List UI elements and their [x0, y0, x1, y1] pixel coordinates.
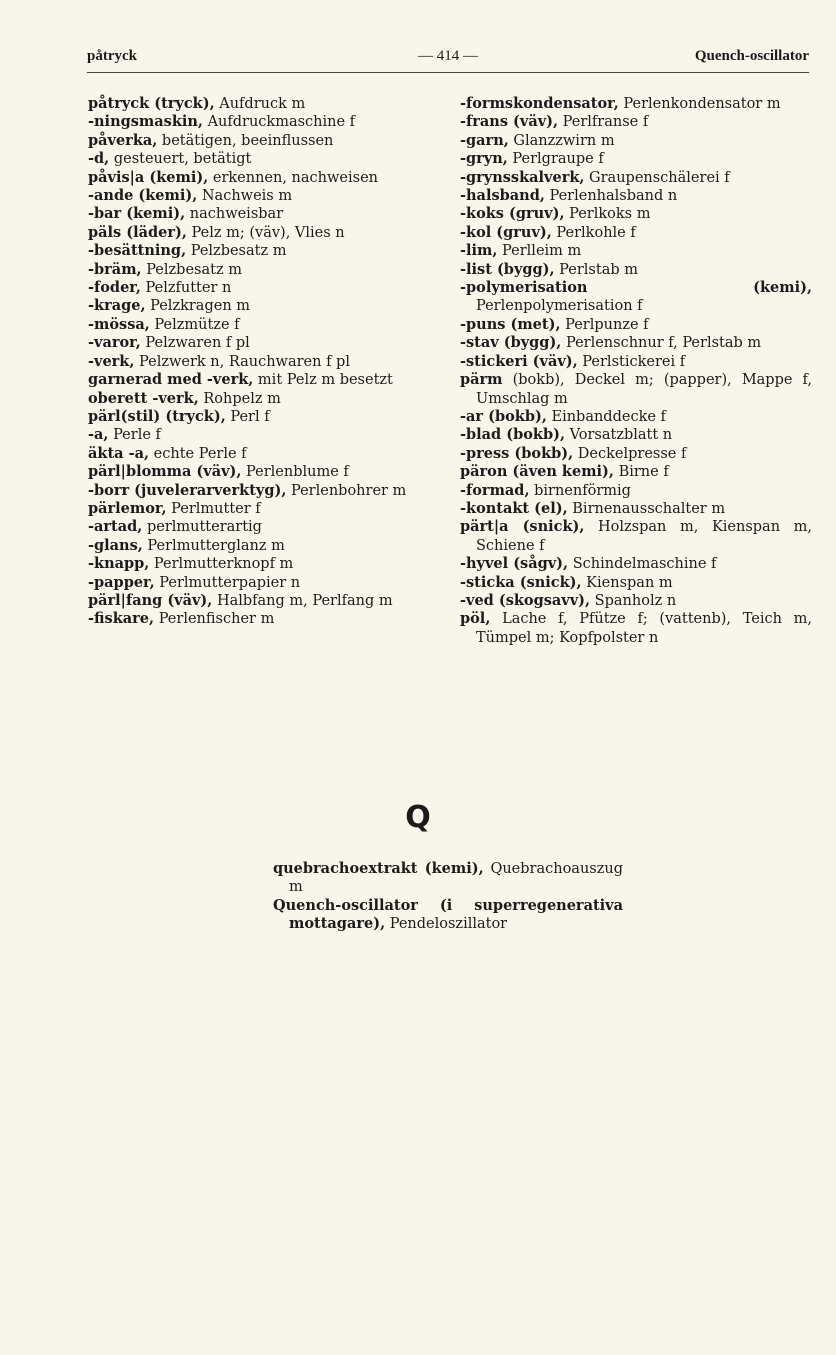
entry-translation: gesteuert, betätigt: [109, 151, 252, 168]
entry-translation: Perlmutterglanz m: [142, 537, 285, 554]
entry-translation: Pelzfutter n: [140, 280, 232, 297]
entry-headword: -koks (gruv),: [460, 205, 565, 223]
entry-headword: -halsband,: [460, 187, 545, 205]
dictionary-entry: [88, 113, 428, 131]
entry-headword: -ved (skogsavv),: [460, 591, 591, 609]
entry-headword: pärl|fang (väv),: [88, 591, 213, 609]
entry-translation: perlmutterartig: [142, 519, 262, 536]
dictionary-entry: [88, 334, 428, 352]
entry-headword: pärlemor,: [88, 499, 167, 517]
entry-translation: Schindelmaschine f: [568, 556, 717, 573]
entry-translation: Perlpunze f: [560, 316, 649, 333]
entry-headword: påvis|a (kemi),: [88, 168, 209, 186]
entry-headword: -artad,: [88, 518, 143, 536]
entry-headword: -polymerisation (kemi),: [460, 279, 812, 297]
entry-headword: -blad (bokb),: [460, 426, 566, 444]
dictionary-entry: [460, 353, 812, 371]
entry-headword: quebrachoextrakt (kemi),: [273, 860, 484, 877]
dictionary-entry: [88, 610, 428, 628]
dictionary-entry: [460, 463, 812, 481]
entry-headword: pärl(stil) (tryck),: [88, 407, 226, 425]
entry-headword: -stav (bygg),: [460, 334, 562, 352]
dictionary-entry: [88, 390, 428, 408]
dictionary-entry: [460, 518, 812, 555]
entry-translation: Pendeloszillator: [385, 916, 508, 933]
dictionary-entry: [88, 187, 428, 205]
entry-translation: Perl f: [225, 408, 270, 425]
entry-headword: -formskondensator,: [460, 95, 619, 112]
entry-translation: echte Perle f: [149, 445, 247, 462]
entry-headword: -verk,: [88, 352, 135, 370]
entry-translation: Aufdruckmaschine f: [202, 114, 356, 131]
dictionary-entry: [460, 408, 812, 426]
entry-headword: -a,: [88, 426, 109, 444]
page-number: — 414 —: [418, 48, 478, 64]
entry-translation: betätigen, beeinflussen: [157, 132, 334, 149]
dictionary-entry: [88, 279, 428, 297]
dictionary-entry: [88, 297, 428, 315]
entry-headword: -puns (met),: [460, 315, 561, 333]
dictionary-entry: [88, 537, 428, 555]
dictionary-entry: [460, 371, 812, 408]
dictionary-entry: [273, 897, 623, 934]
left-column: [88, 95, 428, 629]
entry-headword: -press (bokb),: [460, 444, 574, 462]
dictionary-entry: [88, 205, 428, 223]
dictionary-entry: [460, 187, 812, 205]
entry-headword: påverka,: [88, 131, 158, 149]
dictionary-entry: [88, 592, 428, 610]
running-header: [87, 48, 809, 70]
entry-translation: erkennen, nachweisen: [208, 169, 378, 186]
dictionary-entry: [88, 500, 428, 518]
entry-headword: -gryn,: [460, 150, 508, 168]
entry-headword: -borr (juvelerarverktyg),: [88, 481, 287, 499]
dictionary-entry: [88, 482, 428, 500]
entry-translation: nachweisbar: [185, 206, 284, 223]
dictionary-entry: [88, 408, 428, 426]
entry-translation: Perlstab m: [554, 261, 638, 278]
entry-headword: garnerad med -verk,: [88, 371, 254, 389]
entry-headword: pärm: [460, 371, 503, 389]
dictionary-entry: [460, 205, 812, 223]
entry-translation: Holzspan m, Kienspan m, Schiene f: [476, 519, 812, 554]
entry-headword: -lim,: [460, 242, 498, 260]
entry-headword: -kol (gruv),: [460, 223, 552, 241]
entry-translation: Perlenpolymerisation f: [476, 298, 643, 315]
entry-headword: -bräm,: [88, 260, 142, 278]
section-letter: Q: [405, 800, 431, 835]
entry-headword: -besättning,: [88, 242, 187, 260]
entry-headword: pärt|a (snick),: [460, 518, 585, 536]
entry-headword: -stickeri (väv),: [460, 352, 578, 370]
entry-translation: mit Pelz m besetzt: [253, 372, 393, 389]
entry-translation: Birnenausschalter m: [567, 500, 726, 517]
dictionary-entry: [88, 555, 428, 573]
entry-translation: Spanholz n: [590, 592, 677, 609]
dictionary-entry: [88, 132, 428, 150]
entry-headword: -varor,: [88, 334, 141, 352]
entry-headword: -kontakt (el),: [460, 499, 568, 517]
entry-translation: Nachweis m: [197, 188, 293, 205]
entry-translation: Einbanddecke f: [546, 408, 666, 425]
entry-headword: -hyvel (sågv),: [460, 555, 569, 573]
dictionary-entry: [460, 132, 812, 150]
dictionary-entry: [460, 445, 812, 463]
entry-headword: pärl|blomma (väv),: [88, 463, 242, 481]
entry-translation: Perle f: [108, 427, 161, 444]
entry-translation: Pelzbesatz m: [186, 243, 287, 260]
dictionary-entry: [88, 426, 428, 444]
entry-headword: -d,: [88, 150, 110, 168]
dictionary-entry: [88, 371, 428, 389]
entry-headword: -krage,: [88, 297, 146, 315]
entry-translation: Vorsatzblatt n: [565, 427, 673, 444]
dictionary-entry: [88, 242, 428, 260]
entry-translation: Perlmutterpapier n: [154, 574, 301, 591]
header-right-word: Quench-oscillator: [694, 48, 809, 64]
entry-translation: Perlenfischer m: [154, 611, 275, 628]
dictionary-entry: [460, 482, 812, 500]
entry-translation: Lache f, Pfütze f; (vattenb), Teich m, Tümpel m; Kopfpolster n: [476, 611, 812, 646]
dictionary-entry: [460, 113, 812, 131]
dictionary-entry: [460, 610, 812, 647]
header-left-word: påtryck: [87, 48, 137, 64]
dictionary-entry: [88, 316, 428, 334]
entry-headword: -ande (kemi),: [88, 187, 198, 205]
entry-translation: Pelzwaren f pl: [140, 335, 250, 352]
dictionary-entry: [460, 316, 812, 334]
entry-headword: äkta -a,: [88, 444, 150, 462]
entry-headword: -fiskare,: [88, 610, 155, 628]
dictionary-entry: [88, 150, 428, 168]
entry-headword: -frans (väv),: [460, 113, 559, 131]
header-rule: [87, 72, 809, 73]
dictionary-entry: [88, 169, 428, 187]
dictionary-entry: [460, 555, 812, 573]
entry-headword: -glans,: [88, 536, 143, 554]
dictionary-entry: [460, 500, 812, 518]
entry-translation: Perlenhalsband n: [544, 188, 678, 205]
entry-translation: Perlmutter f: [166, 500, 261, 517]
entry-headword: -papper,: [88, 573, 155, 591]
entry-translation: Perlenschnur f, Perlstab m: [561, 335, 762, 352]
entry-headword: -formad,: [460, 481, 530, 499]
entry-headword: -ar (bokb),: [460, 407, 547, 425]
entry-translation: Deckelpresse f: [573, 445, 687, 462]
entry-translation: Pelzbesatz m: [141, 261, 242, 278]
entry-headword: -bar (kemi),: [88, 205, 186, 223]
entry-headword: -sticka (snick),: [460, 573, 582, 591]
entry-translation: Perlleim m: [497, 243, 582, 260]
dictionary-entry: [460, 261, 812, 279]
dictionary-entry: [88, 518, 428, 536]
entry-headword: Quench-oscillator (i superregenerativa mottagare),: [273, 896, 623, 933]
entry-translation: Perlstickerei f: [577, 353, 686, 370]
entry-headword: -grynsskalverk,: [460, 168, 585, 186]
dictionary-entry: [460, 426, 812, 444]
dictionary-entry: [88, 224, 428, 242]
entry-headword: pöl,: [460, 610, 491, 628]
entry-headword: -mössa,: [88, 315, 150, 333]
dictionary-entry: [460, 150, 812, 168]
entry-headword: -knapp,: [88, 555, 150, 573]
entry-translation: (bokb), Deckel m; (papper), Mappe f, Umschlag m: [476, 372, 812, 407]
dictionary-entry: [273, 860, 623, 897]
entry-translation: Aufdruck m: [214, 96, 306, 112]
entry-translation: Pelzkragen m: [145, 298, 251, 315]
dictionary-entry: [460, 279, 812, 316]
dictionary-entry: [460, 592, 812, 610]
dictionary-entry: [460, 224, 812, 242]
entry-headword: -garn,: [460, 131, 509, 149]
entry-headword: påtryck (tryck),: [88, 95, 215, 112]
entry-translation: Perlmutterknopf m: [149, 556, 294, 573]
dictionary-entry: [460, 574, 812, 592]
entry-translation: Kienspan m: [581, 574, 673, 591]
entry-translation: Glanzzwirn m: [508, 132, 615, 149]
entry-headword: päron (även kemi),: [460, 463, 614, 481]
entry-translation: Perlfranse f: [558, 114, 649, 131]
entry-translation: Quebrachoauszug m: [289, 861, 623, 896]
dictionary-entry: [88, 445, 428, 463]
entry-translation: Perlenbohrer m: [286, 482, 407, 499]
entry-headword: oberett -verk,: [88, 389, 199, 407]
entry-translation: Pelz m; (väv), Vlies n: [186, 224, 345, 241]
entry-translation: Perlkohle f: [551, 224, 636, 241]
entry-translation: Perlkoks m: [564, 206, 651, 223]
q-section: [273, 860, 623, 934]
dictionary-entry: [460, 95, 812, 113]
entry-translation: Perlgraupe f: [507, 151, 604, 168]
dictionary-entry: [460, 242, 812, 260]
dictionary-entry: [88, 463, 428, 481]
dictionary-entry: [88, 353, 428, 371]
entry-translation: Rohpelz m: [198, 390, 281, 407]
dictionary-entry: [88, 95, 428, 113]
dictionary-entry: [88, 261, 428, 279]
entry-translation: Birne f: [613, 464, 669, 481]
entry-headword: päls (läder),: [88, 223, 187, 241]
dictionary-entry: [460, 334, 812, 352]
entry-headword: -foder,: [88, 279, 141, 297]
entry-translation: Graupenschälerei f: [584, 169, 730, 186]
entry-headword: -list (bygg),: [460, 260, 555, 278]
dictionary-entry: [88, 574, 428, 592]
right-column: [460, 95, 812, 647]
entry-translation: Pelzwerk n, Rauchwaren f pl: [134, 353, 350, 370]
entry-translation: Perlenkondensator m: [618, 96, 781, 112]
dictionary-entry: [460, 169, 812, 187]
entry-translation: birnenförmig: [529, 482, 631, 499]
entry-translation: Pelzmütze f: [149, 316, 240, 333]
entry-translation: Halbfang m, Perlfang m: [212, 592, 393, 609]
entry-headword: -ningsmaskin,: [88, 113, 203, 131]
entry-translation: Perlenblume f: [241, 464, 349, 481]
